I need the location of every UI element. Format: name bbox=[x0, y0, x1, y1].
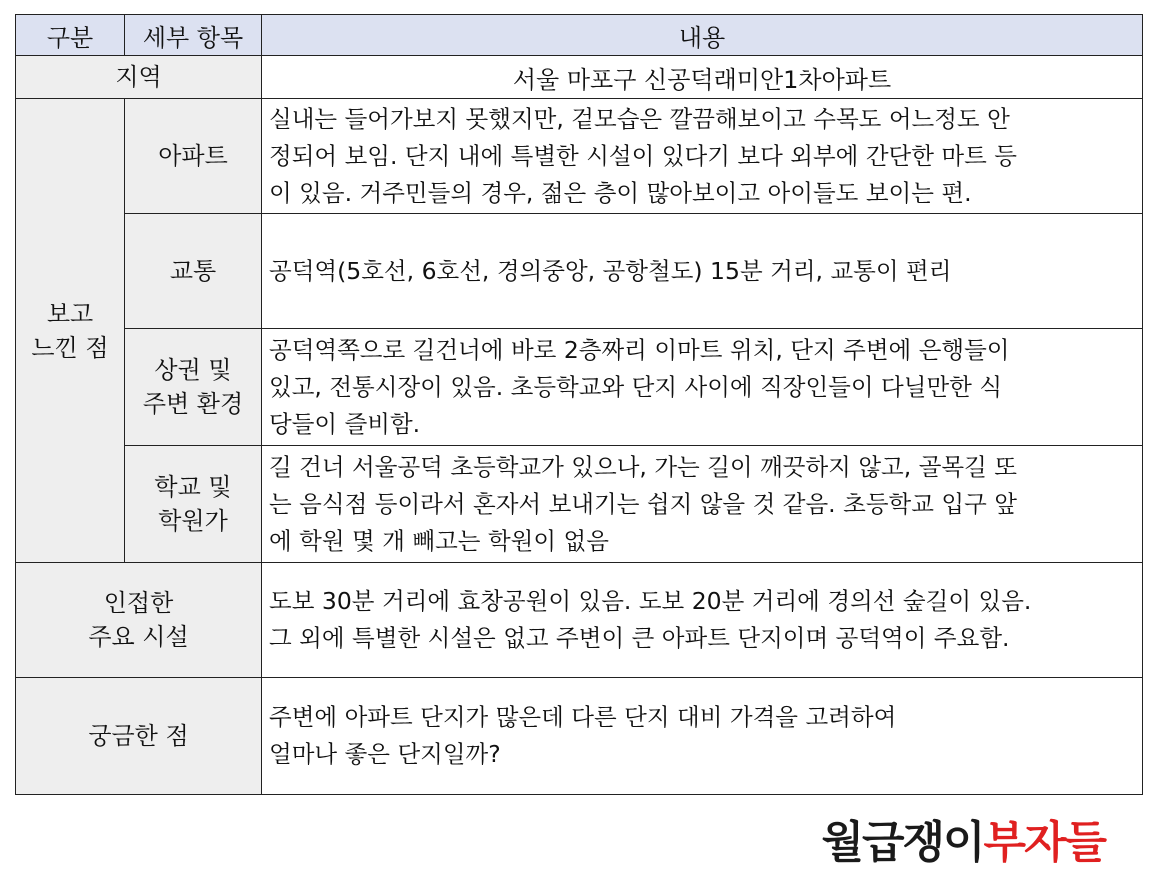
nearby-label bbox=[16, 563, 262, 678]
commerce-line: 당들이 즐비함. bbox=[269, 409, 421, 438]
traffic-content bbox=[262, 214, 1143, 329]
apartment-line: 실내는 들어가보지 못했지만, 겉모습은 깔끔해보이고 수목도 어느정도 안 bbox=[269, 104, 1010, 133]
brand-logo bbox=[821, 806, 1105, 870]
commerce-row bbox=[16, 329, 1143, 446]
traffic-label: 교통 bbox=[125, 214, 262, 329]
header-detail: 세부 항목 bbox=[125, 15, 262, 56]
region-row bbox=[16, 56, 1143, 99]
traffic-line: 공덕역(5호선, 6호선, 경의중앙, 공항철도) 15분 거리, 교통이 편리 bbox=[269, 256, 952, 285]
brand-logo-part2: 부자들 bbox=[983, 817, 1105, 868]
header-row bbox=[16, 15, 1143, 56]
nearby-line: 그 외에 특별한 시설은 없고 주변이 큰 아파트 단지이며 공덕역이 주요함. bbox=[269, 624, 1010, 652]
commerce-content bbox=[262, 329, 1143, 446]
commerce-label bbox=[125, 329, 262, 446]
commerce-line: 있고, 전통시장이 있음. 초등학교와 단지 사이에 직장인들이 다닐만한 식 bbox=[269, 372, 1003, 401]
nearby-row bbox=[16, 563, 1143, 678]
apartment-row bbox=[16, 99, 1143, 214]
commerce-line: 공덕역쪽으로 길건너에 바로 2층짜리 이마트 위치, 단지 주변에 은행들이 bbox=[269, 335, 1010, 364]
impressions-label-line2: 느낀 점 bbox=[31, 333, 109, 362]
school-line: 에 학원 몇 개 빼고는 학원이 없음 bbox=[269, 526, 609, 555]
questions-label: 궁금한 점 bbox=[16, 678, 262, 795]
header-category: 구분 bbox=[16, 15, 125, 56]
nearby-line: 도보 30분 거리에 효창공원이 있음. 도보 20분 거리에 경의선 숲길이 있음. bbox=[269, 587, 1032, 615]
nearby-label-line2: 주요 시설 bbox=[88, 623, 189, 651]
impressions-label bbox=[16, 99, 125, 563]
school-line: 길 건너 서울공덕 초등학교가 있으나, 가는 길이 깨끗하지 않고, 골목길 또 bbox=[269, 452, 1017, 481]
school-label-line2: 학원가 bbox=[158, 507, 228, 535]
questions-row bbox=[16, 678, 1143, 795]
apartment-line: 이 있음. 거주민들의 경우, 젊은 층이 많아보이고 아이들도 보이는 편. bbox=[269, 178, 972, 207]
apartment-label: 아파트 bbox=[125, 99, 262, 214]
questions-line: 얼마나 좋은 단지일까? bbox=[269, 740, 501, 768]
region-label: 지역 bbox=[16, 56, 262, 99]
apartment-line: 정되어 보임. 단지 내에 특별한 시설이 있다기 보다 외부에 간단한 마트 등 bbox=[269, 141, 1017, 170]
commerce-label-line2: 주변 환경 bbox=[142, 390, 244, 418]
nearby-label-line1: 인접한 bbox=[103, 589, 174, 617]
apartment-content bbox=[262, 99, 1143, 214]
questions-line: 주변에 아파트 단지가 많은데 다른 단지 대비 가격을 고려하여 bbox=[269, 703, 897, 731]
nearby-content bbox=[262, 563, 1143, 678]
brand-logo-part1: 월급쟁이 bbox=[821, 817, 984, 868]
region-value: 서울 마포구 신공덕래미안1차아파트 bbox=[262, 56, 1143, 99]
school-label-line1: 학교 및 bbox=[154, 473, 232, 501]
school-content bbox=[262, 446, 1143, 563]
survey-table bbox=[15, 14, 1143, 795]
header-content: 내용 bbox=[262, 15, 1143, 56]
questions-content bbox=[262, 678, 1143, 795]
impressions-label-line1: 보고 bbox=[46, 299, 94, 328]
school-row bbox=[16, 446, 1143, 563]
commerce-label-line1: 상권 및 bbox=[154, 356, 232, 384]
school-line: 는 음식점 등이라서 혼자서 보내기는 쉽지 않을 것 같음. 초등학교 입구 앞 bbox=[269, 489, 1017, 518]
school-label bbox=[125, 446, 262, 563]
traffic-row bbox=[16, 214, 1143, 329]
